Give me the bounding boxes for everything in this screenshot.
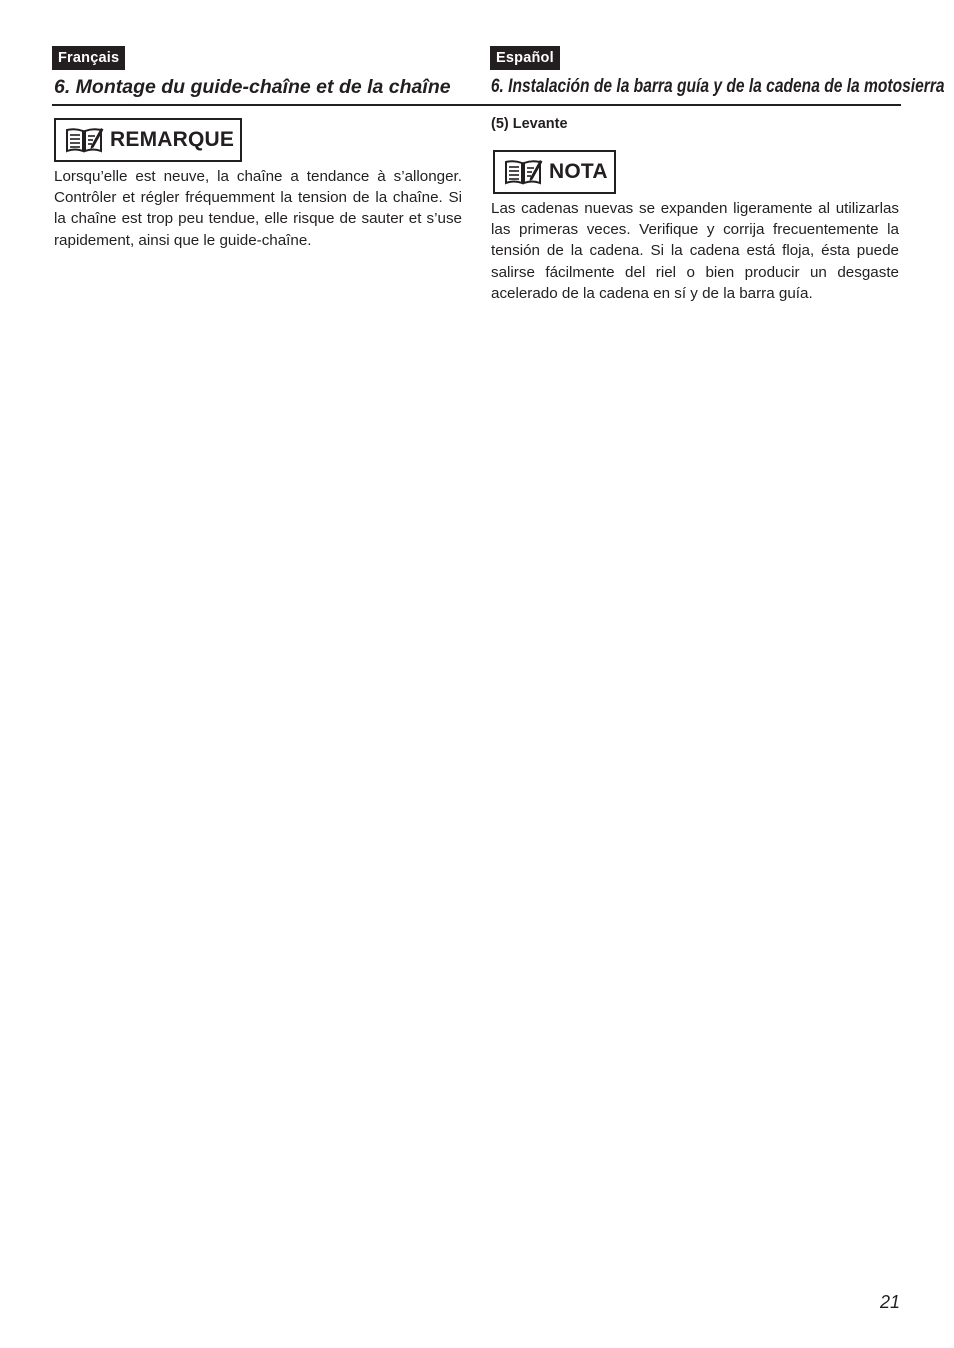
- note-label-remarque: REMARQUE: [110, 128, 235, 151]
- section-title-spanish: 6. Instalación de la barra guía y de la cadena de la motosierra: [490, 76, 945, 97]
- language-tag-french: Français: [52, 46, 125, 70]
- spanish-body-text: Las cadenas nuevas se expanden ligeramente al utilizarlas las primeras veces. Verifique y corrija frecuentemente la tensión de la cadena. Si la cadena está floja, ésta puede salirse fácilmente del riel o bien producir un desgaste acelerado de la cadena en sí y de la barra guía.: [491, 200, 899, 302]
- language-tag-spanish: Español: [490, 46, 560, 70]
- french-column: [52, 46, 462, 249]
- french-body-text: Lorsqu’elle est neuve, la chaîne a tendance à s’allonger. Contrôler et régler fréquemment la tension de la chaîne. Si la chaîne est trop peu tendue, elle risque de sauter et s’use rapidement, ainsi que le guide-chaîne.: [54, 168, 462, 249]
- subheading-levante: (5) Levante: [491, 116, 568, 132]
- section-title-french: 6. Montage du guide-chaîne et de la chaîne: [54, 76, 451, 98]
- nota-note-box: [493, 150, 616, 194]
- note-label-nota: NOTA: [549, 160, 608, 183]
- spanish-column: [490, 46, 945, 302]
- book-pencil-icon: [64, 125, 104, 155]
- title-divider: [52, 104, 901, 106]
- page-number: 21: [879, 1292, 900, 1312]
- remarque-note-box: [54, 118, 242, 162]
- book-pencil-icon: [503, 157, 543, 187]
